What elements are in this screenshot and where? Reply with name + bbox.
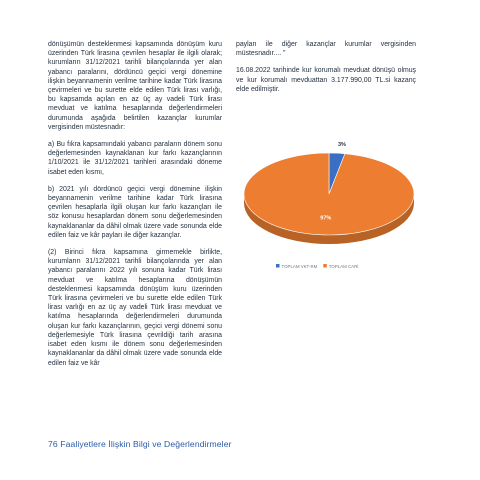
pie-legend: [276, 264, 358, 269]
left-text-column: [48, 40, 222, 376]
pie-top: [244, 153, 414, 235]
pie-chart-svg: [236, 138, 426, 278]
legend-swatch: [276, 264, 280, 268]
pie-chart: [236, 138, 426, 278]
legend-entry: TOPLAM VKT-RM: [281, 264, 318, 269]
paragraph: payları ile diğer kazançlar kurumlar vergisinden müstesnadır.... ”: [236, 41, 416, 58]
pie-slice: [244, 153, 414, 235]
page-footer: 76 Faaliyetlere İlişkin Bilgi ve Değerlendirmeler: [48, 439, 232, 449]
legend-swatch: [323, 264, 327, 268]
paragraph: 16.08.2022 tarihinde kur korumalı mevduat dönüşü olmuş ve kur korumalı mevduattan 3.177.990,00 TL.si kazanç elde edilmiştir.: [236, 67, 416, 93]
pie-data-label: 97%: [320, 215, 332, 222]
right-text-column: [236, 40, 416, 102]
paragraph: a) Bu fıkra kapsamındaki yabancı paraların dönem sonu değerlemesinden kaynaklanan kur farkı kazançlarının 1/10/2021 ile 31/12/2021 tarihleri arasındaki döneme isabet eden kısmı,: [48, 141, 222, 176]
paragraph: (2) Birinci fıkra kapsamına girmemekle birlikte, kurumların 31/12/2021 tarihli bilançolarında yer alan yabancı paralarını 2022 yılı sonuna kadar Türk lirası mevduat ve katılma hesaplarına dönüşümün desteklenmesi kapsamında dönüşüm kuru üzerinden Türk lirasına çevirmeleri ve bu surette elde edilen Türk lirası varlığı en az üç ay vadeli Türk lirası mevduat ve katılma hesaplarında değerlendirmeleri durumunda oluşan kur farkı kazançlarının, geçici vergi dönemi sonu değerlemesiyle Türk lirasına çevrildiği tarih arasına isabet eden kısmı ile dönem sonu değerlemesinden kaynaklananlar da dâhil olmak üzere vade sonunda elde edilen faiz ve kâr: [48, 249, 222, 367]
legend-entry: TOPLAM CARİ: [328, 264, 359, 269]
paragraph: b) 2021 yılı dördüncü geçici vergi dönemine ilişkin beyannamenin verilme tarihine kadar Türk lirasına çevrilen hesaplarla ilgili oluşan kur farkı kazançları ile söz konusu hesaplardan dönem sonu değerlemesinden kaynaklananlar da dâhil olmak üzere vade sonunda elde edilen faiz ve kâr payları ile diğer kazançlar.: [48, 185, 222, 239]
pie-data-label: 3%: [337, 142, 346, 149]
paragraph: dönüşümün desteklenmesi kapsamında dönüşüm kuru üzerinden Türk lirasına çevrilen hesaplar ile ilgili olarak; kurumların 31/12/2021 tarihli bilançolarında yer alan yabancı paralarını, dördüncü geçici vergi dönemine ilişkin beyannamenin verilme tarihine kadar Türk lirasına çevirmeleri ve bu surette elde edilen Türk lirası varlığı, bu kapsamda açılan en az üç ay vadeli Türk lirası mevduat ve katılma hesaplarında değerlendirmeleri durumunda aşağıda belirtilen kazançlar kurumlar vergisinden müstesnadır:: [48, 41, 222, 131]
